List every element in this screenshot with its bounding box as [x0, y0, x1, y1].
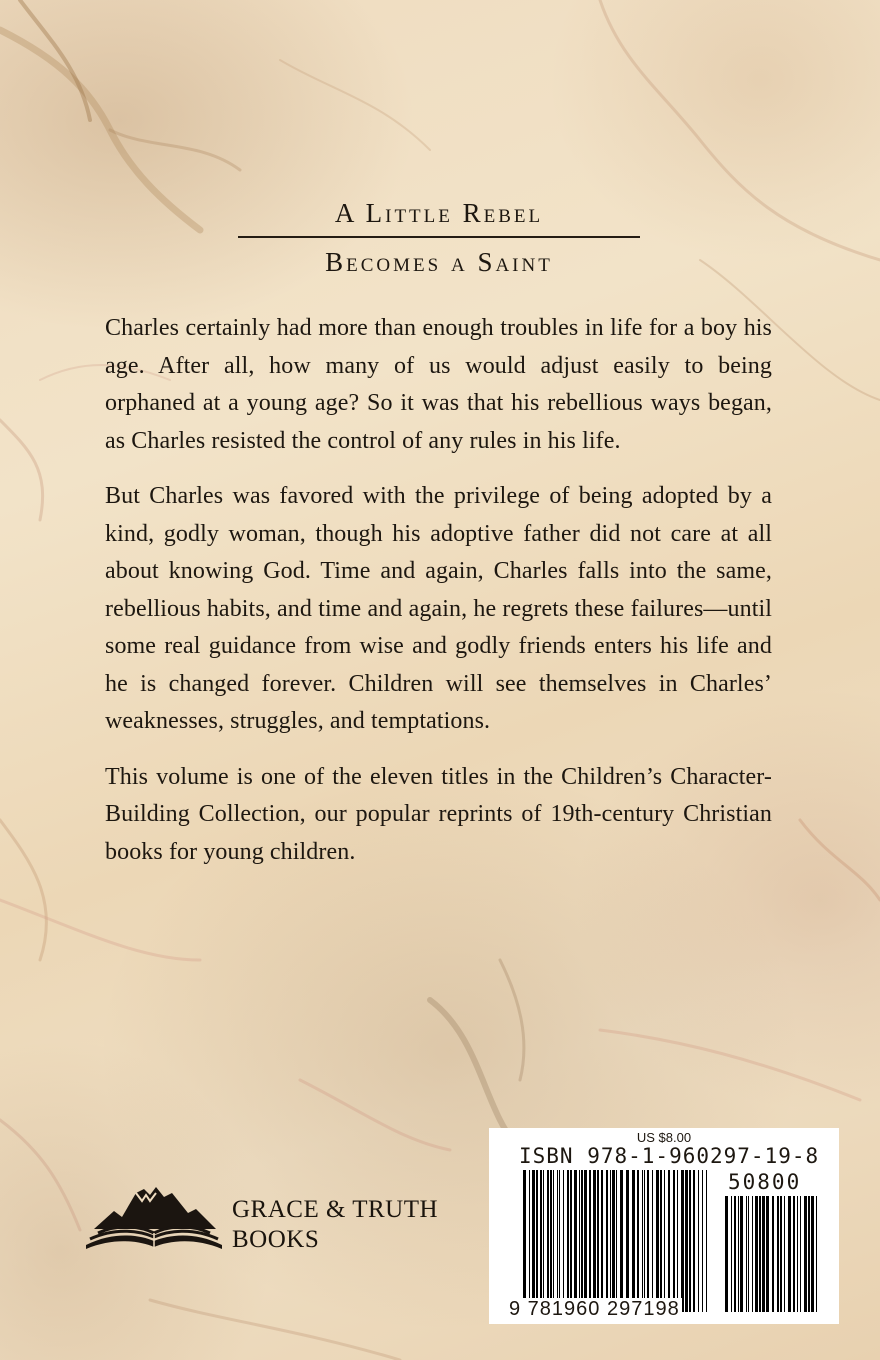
isbn-label: ISBN 978-1-960297-19-8: [519, 1144, 820, 1168]
blurb-paragraph-3: This volume is one of the eleven titles in the Children’s Character-Building Collection, our popular reprints of 19th-century Christian books for young children.: [105, 763, 772, 865]
blurb: [105, 310, 772, 889]
title-line-2: Becomes a Saint: [325, 247, 553, 277]
addon-number: 50800: [728, 1170, 802, 1194]
isbn-barcode: [489, 1128, 839, 1324]
publisher-name-line-2: BOOKS: [232, 1226, 320, 1253]
price-label: US $8.00: [636, 1130, 692, 1145]
title-divider: [238, 236, 640, 238]
publisher-name-line-1: GRACE & TRUTH: [232, 1196, 439, 1223]
main-barcode: [523, 1170, 709, 1312]
blurb-paragraph-2: But Charles was favored with the privilege of being adopted by a kind, godly woman, though his adoptive father did not care at all about knowing God. Time and again, Charles falls into the same, rebellious habits, and time and again, he regrets these failures—until some real guidance from wise and godly friends enters his life and he is changed forever. Children will see themselves in Charles’ weaknesses, struggles, and temptations.: [105, 483, 772, 734]
publisher-name: [232, 1195, 438, 1255]
mountains-open-book-icon: [84, 1183, 224, 1259]
blurb-paragraph-1: Charles certainly had more than enough troubles in life for a boy his age. After all, how many of us would adjust easily to being orphaned at a young age? So it was that his rebellious ways began, as Charles resisted the control of any rules in his life.: [105, 315, 772, 454]
book-title: [238, 192, 640, 282]
barcode-digits: 9 781960 297198: [509, 1298, 680, 1320]
addon-barcode: [725, 1196, 817, 1312]
publisher-logo: [84, 1183, 464, 1263]
title-line-1: A Little Rebel: [334, 198, 544, 228]
